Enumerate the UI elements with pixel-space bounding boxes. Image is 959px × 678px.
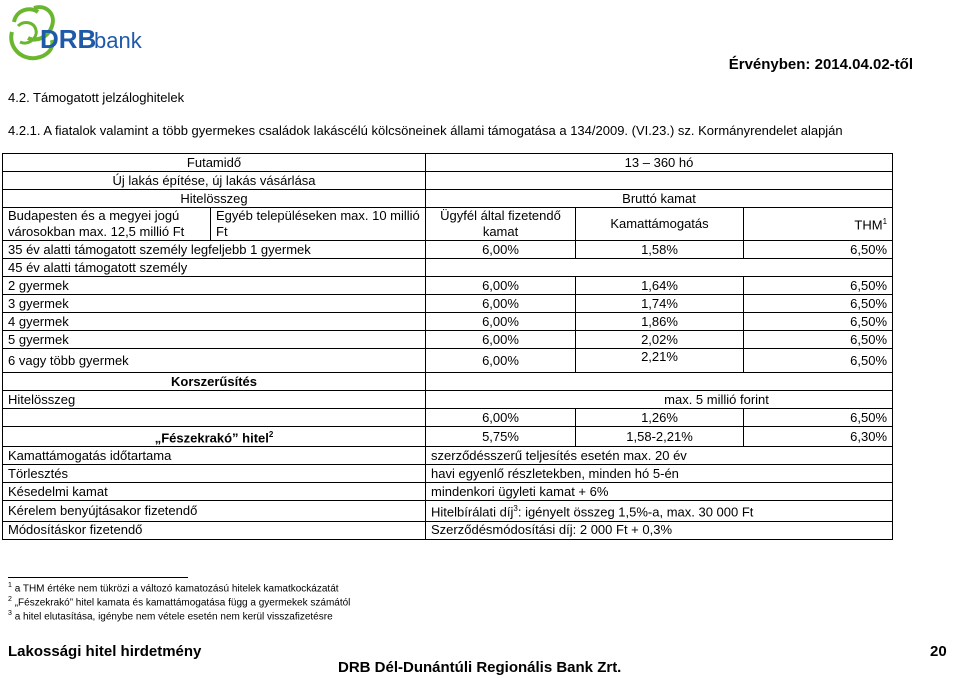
table-row <box>3 154 893 172</box>
footer-title: Lakossági hitel hirdetmény <box>8 643 202 660</box>
table-row <box>3 172 893 190</box>
futamido-value: 13 – 360 hó <box>426 154 893 172</box>
valid-from: Érvényben: 2014.04.02-től <box>728 56 913 73</box>
table-row: 6 vagy több gyermek 6,00% 2,21% 6,50% <box>3 349 893 373</box>
subsection-title: 4.2.1. A fiatalok valamint a több gyermekes családok lakáscélú kölcsöneinek állami támogatása a 134/2009. (VI.23.) sz. Kormányrendelet alapján <box>8 123 843 138</box>
footnote-divider <box>8 577 188 578</box>
thm-header: THM$^1$ <box>744 208 893 241</box>
ugyfel-kamat-header: Ügyfél által fizetendő kamat <box>426 208 576 241</box>
uj-lakas-header: Új lakás építése, új lakás vásárlása <box>3 172 426 190</box>
table-row: 35 év alatti támogatott személy legfeljebb 1 gyermek 6,00% 1,58% 6,50% <box>3 241 893 259</box>
table-row: 2 gyermek 6,00% 1,64% 6,50% <box>3 277 893 295</box>
brutto-kamat-header: Bruttó kamat <box>426 190 893 208</box>
kamattamogatas-header: Kamattámogatás <box>576 208 744 241</box>
row-label: 45 év alatti támogatott személy <box>3 259 426 277</box>
futamido-label: Futamidő <box>3 154 426 172</box>
table-row: 5 gyermek 6,00% 2,02% 6,50% <box>3 331 893 349</box>
korszerusites-header: Korszerűsítés <box>3 373 426 391</box>
section-title: 4.2. Támogatott jelzáloghitelek <box>8 90 185 105</box>
table-row <box>3 259 893 277</box>
feszekrako-header: „Fészekrakó” hitel$^2$ <box>3 427 426 447</box>
svg-text:bank: bank <box>94 28 142 53</box>
table-row: 4 gyermek 6,00% 1,86% 6,50% <box>3 313 893 331</box>
svg-text:DRB: DRB <box>40 24 97 54</box>
page-number: 20 <box>930 643 947 660</box>
table-row: Kérelem benyújtásakor fizetendő Hitelbírálati díj$^3$: igényelt összeg 1,5%-a, max. 30 000 Ft <box>3 501 893 521</box>
table-row: Késedelmi kamat mindenkori ügyleti kamat + 6% <box>3 483 893 501</box>
table-row: 3 gyermek 6,00% 1,74% 6,50% <box>3 295 893 313</box>
budapest-limit: Budapesten és a megyei jogú városokban max. 12,5 millió Ft <box>3 208 211 241</box>
table-row: „Fészekrakó” hitel$^2$ 5,75% 1,58-2,21% 6,30% <box>3 427 893 447</box>
drb-bank-logo <box>6 2 146 68</box>
footnote: $^1$ a THM értéke nem tükrözi a változó kamatozású hitelek kamatkockázatát <box>8 582 339 595</box>
footer-bank-name: DRB Dél-Dunántúli Regionális Bank Zrt. <box>338 659 622 676</box>
table-row <box>3 190 893 208</box>
table-row: 6,00% 1,26% 6,50% <box>3 409 893 427</box>
loan-conditions-table <box>2 153 893 540</box>
table-row <box>3 208 893 241</box>
egyeb-limit: Egyéb településeken max. 10 millió Ft <box>211 208 426 241</box>
footnote: $^2$ „Fészekrakó” hitel kamata és kamattámogatása függ a gyermekek számától <box>8 596 351 609</box>
table-row <box>3 373 893 391</box>
table-row: Kamattámogatás időtartama szerződésszerű teljesítés esetén max. 20 év <box>3 447 893 465</box>
table-row: Törlesztés havi egyenlő részletekben, minden hó 5-én <box>3 465 893 483</box>
row-label: 35 év alatti támogatott személy legfeljebb 1 gyermek <box>3 241 426 259</box>
table-row: Módosításkor fizetendő Szerződésmódosítási díj: 2 000 Ft + 0,3% <box>3 521 893 539</box>
table-row: Hitelösszeg max. 5 millió forint <box>3 391 893 409</box>
korsz-limit: max. 5 millió forint <box>426 391 893 409</box>
footnote: $^3$ a hitel elutasítása, igénybe nem vétele esetén nem kerül visszafizetésre <box>8 610 333 623</box>
hitelosszeg-header: Hitelösszeg <box>3 190 426 208</box>
